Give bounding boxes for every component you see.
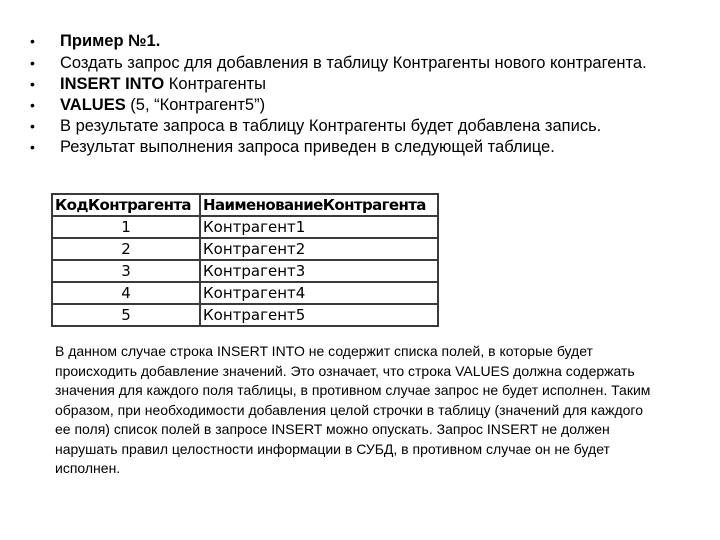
sql-keyword: VALUES [60, 96, 126, 114]
cell-code: 3 [52, 260, 200, 282]
cell-code: 1 [52, 216, 200, 238]
table-row [52, 260, 438, 282]
cell-name: Контрагент4 [200, 282, 438, 304]
bullet-item-example-title [30, 33, 690, 50]
cell-name: Контрагент1 [200, 216, 438, 238]
column-header-code: КодКонтрагента [52, 194, 200, 216]
cell-name: Контрагент2 [200, 238, 438, 260]
bullet-item-result [30, 118, 690, 135]
bullet-text: Создать запрос для добавления в таблицу Контрагенты нового контрагента. [60, 54, 647, 72]
column-header-name: НаименованиеКонтрагента [200, 194, 438, 216]
sql-keyword: INSERT INTO [60, 75, 165, 93]
cell-name: Контрагент5 [200, 304, 438, 326]
bullet-text: В результате запроса в таблицу Контрагенты будет добавлена запись. [60, 117, 602, 135]
cell-code: 5 [52, 304, 200, 326]
bullet-icon: • [30, 139, 35, 155]
table-row [52, 304, 438, 326]
bullet-icon: • [30, 55, 35, 71]
bullet-icon: • [30, 118, 35, 134]
cell-name: Контрагент3 [200, 260, 438, 282]
bullet-text: Результат выполнения запроса приведен в следующей таблице. [60, 138, 555, 156]
bullet-item-insert-into [30, 76, 690, 93]
bullet-icon: • [30, 33, 35, 49]
bullet-icon: • [30, 76, 35, 92]
table-header-row [52, 194, 438, 216]
cell-code: 2 [52, 238, 200, 260]
explanation-paragraph: В данном случае строка INSERT INTO не содержит списка полей, в которые будет происходить добавление значений. Это означает, что строка VALUES должна содержать значения для каждого поля таблицы, в противном случае запрос не будет исполнен. Таким образом, при необходимости добавления целой строчки в таблицу (значений для каждого ее поля) список полей в запросе INSERT можно опускать. Запрос INSERT не должен нарушать правил целостности информации в СУБД, в противном случае он не будет исполнен. [55, 343, 651, 476]
cell-code: 4 [52, 282, 200, 304]
bullet-item-table-ref [30, 139, 690, 156]
bullet-text: Контрагенты [164, 75, 266, 93]
bullet-item-values [30, 97, 690, 114]
table-row [52, 238, 438, 260]
bullet-item-task [30, 55, 690, 72]
bullet-text: (5, “Контрагент5”) [125, 96, 266, 114]
result-table [51, 193, 439, 327]
bullet-list [30, 33, 690, 160]
bullet-icon: • [30, 97, 35, 113]
table-row [52, 282, 438, 304]
bullet-text: Пример №1. [60, 32, 161, 50]
table-row [52, 216, 438, 238]
